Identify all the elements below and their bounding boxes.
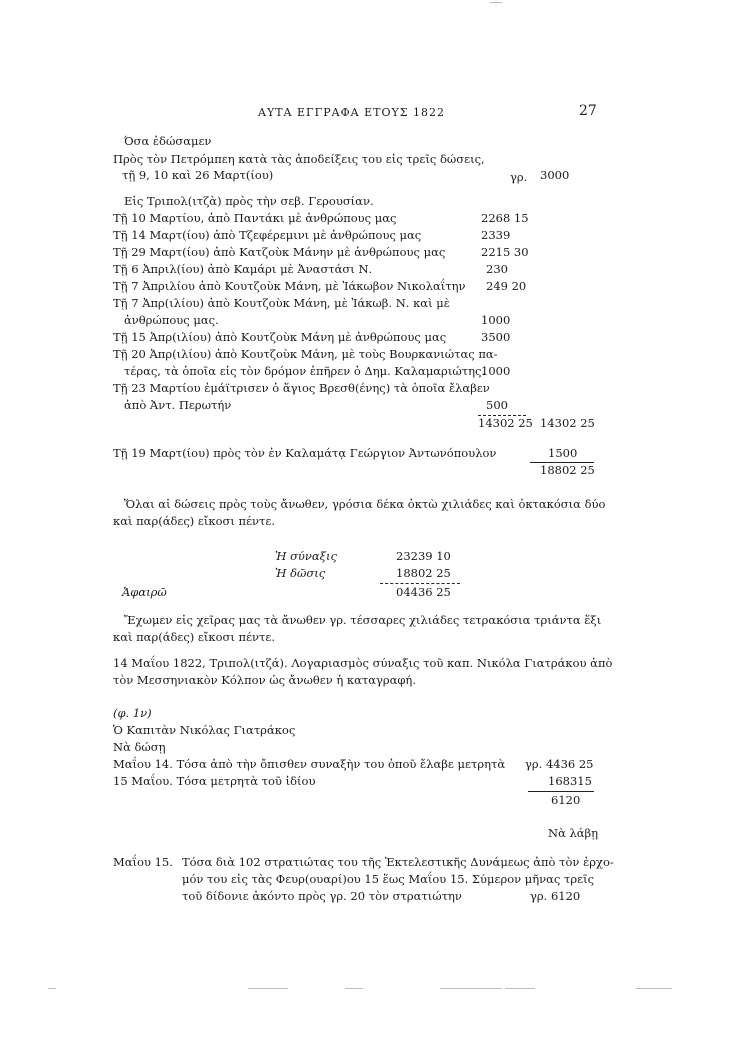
- row-amount: 1000: [481, 364, 511, 378]
- scan-speck: [505, 988, 535, 989]
- row-amount: 2268 15: [481, 211, 529, 225]
- row-amount: 1000: [481, 313, 511, 327]
- holdings-para-line-2: καὶ παρ(άδες) εἴκοσι πέντε.: [113, 630, 275, 644]
- may-line-2: μόν του εἰς τὰς Φευρ(ουαρί)ου 15 ἕως Μαΐου 15. Σύμερον μῆνας τρεῖς: [182, 872, 595, 886]
- may-date-label: Μαΐου 15.: [113, 855, 173, 869]
- row-text: Τῇ 15 Ἀπρ(ιλίου) ἀπὸ Κουτζοὺκ Μάνη μὲ ἀνθρώπους μας: [113, 330, 447, 344]
- row-text: Τῇ 6 Ἀπριλ(ίου) ἀπὸ Καμάρι μὲ Ἀναστάσι Ν.: [113, 262, 373, 276]
- balance-label: Ἡ δῶσις: [275, 566, 326, 580]
- subtotal-left: 14302 25: [478, 416, 533, 430]
- scan-speck: [490, 2, 502, 3]
- balance-label: Ἀφαιρῶ: [122, 585, 167, 599]
- kalamata-amount: 1500: [548, 446, 578, 460]
- row-text: Τῇ 14 Μαρτ(ίου) ἀπὸ Τζεφέρεμινι μὲ ἀνθρώπους μας: [113, 228, 422, 242]
- petrobey-line-1: Πρὸς τὸν Πετρόμπεη κατὰ τὰς ἀποδείξεις του εἰς τρεῖς δώσεις,: [113, 152, 485, 166]
- balance-value: 23239 10: [396, 549, 451, 563]
- scan-speck: [440, 988, 502, 989]
- balance-value: 04436 25: [396, 585, 451, 599]
- balance-label: Ἡ σύναξις: [275, 549, 337, 563]
- row-text: ἀνθρώπους μας.: [124, 313, 219, 327]
- must-give-label: Νὰ δώσῃ: [113, 740, 166, 754]
- may-line-1: Τόσα διὰ 102 στρατιώτας του τῆς Ἐκτελεστικῆς Δυνάμεως ἀπὸ τὸν ἐρχο-: [182, 855, 614, 869]
- row-amount: 249 20: [486, 279, 527, 293]
- balance-value: 18802 25: [396, 566, 451, 580]
- scan-speck: [636, 988, 672, 989]
- section-heading: Όσα ἐδώσαμεν: [124, 134, 212, 148]
- scan-speck: [345, 988, 363, 989]
- row-text: Τῇ 29 Μαρτ(ίου) ἀπὸ Κατζοὺκ Μάνην μὲ ἀνθρώπους μας: [113, 245, 446, 259]
- row-amount: 500: [486, 398, 508, 412]
- scan-speck: [48, 988, 56, 989]
- may-amount: γρ. 6120: [530, 889, 581, 903]
- petrobey-line-2: τῇ 9, 10 καὶ 26 Μαρτ(ίου): [122, 168, 274, 182]
- summary-para-line-1: Ὅλαι αἱ δώσεις πρὸς τοὺς ἄνωθεν, γρόσια δέκα ὀκτὼ χιλιάδες καὶ ὀκτακόσια δύο: [124, 497, 606, 511]
- account-row-2-text: 15 Μαΐου. Τόσα μετρητὰ τοῦ ἰδίου: [113, 774, 316, 788]
- row-text: Τῇ 7 Ἀπρ(ιλίου) ἀπὸ Κουτζοὺκ Μάνη, μὲ Ἰάκωβ. Ν. καὶ μὲ: [113, 296, 450, 310]
- holdings-para-line-1: Ἔχωμεν εἰς χεῖρας μας τὰ ἄνωθεν γρ. τέσσαρες χιλιάδες τετρακόσια τριάντα ἕξι: [124, 613, 602, 627]
- must-take-label: Νὰ λάβῃ: [548, 826, 599, 840]
- running-header: ΑΥΤΑ ΕΓΓΡΑΦΑ ΕΤΟΥΣ 1822: [258, 106, 445, 119]
- account-name: Ὁ Καπιτὰν Νικόλας Γιατράκος: [113, 723, 296, 737]
- row-amount: 2339: [481, 228, 511, 242]
- row-text: Τῇ 7 Ἀπριλίου ἀπὸ Κουτζοὺκ Μάνη, μὲ Ἰάκωβον Νικολαΐτην: [113, 279, 466, 293]
- row-text: ἀπὸ Ἀντ. Περωτήν: [124, 398, 232, 412]
- scan-speck: [248, 988, 288, 989]
- row-text: τέρας, τὰ ὁποῖα εἰς τὸν δρόμον ἐπῆρεν ὁ Δημ. Καλαμαριώτης.: [124, 364, 486, 378]
- folio-marker: (φ. 1ν): [113, 706, 152, 720]
- petrobey-amount: 3000: [540, 168, 570, 182]
- row-amount: 2215 30: [481, 245, 529, 259]
- may-line-3: τοῦ δίδονιε ἀκόντο πρὸς γρ. 20 τὸν στρατιώτην: [182, 889, 462, 903]
- account-total: 6120: [551, 793, 581, 807]
- account-intro-line-2: τὸν Μεσσηνιακὸν Κόλπον ὡς ἄνωθεν ἡ καταγραφή.: [113, 673, 416, 687]
- account-total-rule: [528, 791, 594, 792]
- summary-para-line-2: καὶ παρ(άδες) εἴκοσι πέντε.: [113, 514, 275, 528]
- grand-total: 18802 25: [540, 463, 595, 477]
- page-number: 27: [579, 103, 597, 119]
- account-row-2-amount: 168315: [548, 774, 592, 788]
- row-amount: 3500: [481, 330, 511, 344]
- row-text: Τῇ 10 Μαρτίου, ἀπὸ Παντάκι μὲ ἀνθρώπους μας: [113, 211, 397, 225]
- account-intro-line-1: 14 Μαΐου 1822, Τριπολ(ιτζά). Λογαριασμὸς σύναξις τοῦ καπ. Νικόλα Γιατράκου ἀπὸ: [113, 656, 613, 670]
- row-amount: 230: [486, 262, 508, 276]
- account-row-1-text: Μαΐου 14. Τόσα ἀπὸ τὴν ὄπισθεν συναξὴν του ὁποῦ ἔλαβε μετρητὰ: [113, 757, 506, 771]
- balance-rule: [380, 583, 460, 584]
- kalamata-text: Τῇ 19 Μαρτ(ίου) πρὸς τὸν ἐν Καλαμάτᾳ Γεώργιον Ἀντωνόπουλον: [113, 446, 497, 460]
- row-text: Τῇ 20 Ἀπρ(ιλίου) ἀπὸ Κουτζοὺκ Μάνη, μὲ τοὺς Βουρκανιώτας πα-: [113, 347, 498, 361]
- row-text: Τῇ 23 Μαρτίου ἐμάϊτρισεν ὁ ἅγιος Βρεσθ(ένης) τὰ ὁποῖα ἔλαβεν: [113, 381, 490, 395]
- account-row-1-amount: γρ. 4436 25: [525, 757, 594, 771]
- petrobey-currency: γρ.: [510, 170, 528, 184]
- subtotal-right: 14302 25: [540, 416, 595, 430]
- tripoli-heading: Εἰς Τριπολ(ιτζὰ) πρὸς τὴν σεβ. Γερουσίαν.: [124, 194, 374, 208]
